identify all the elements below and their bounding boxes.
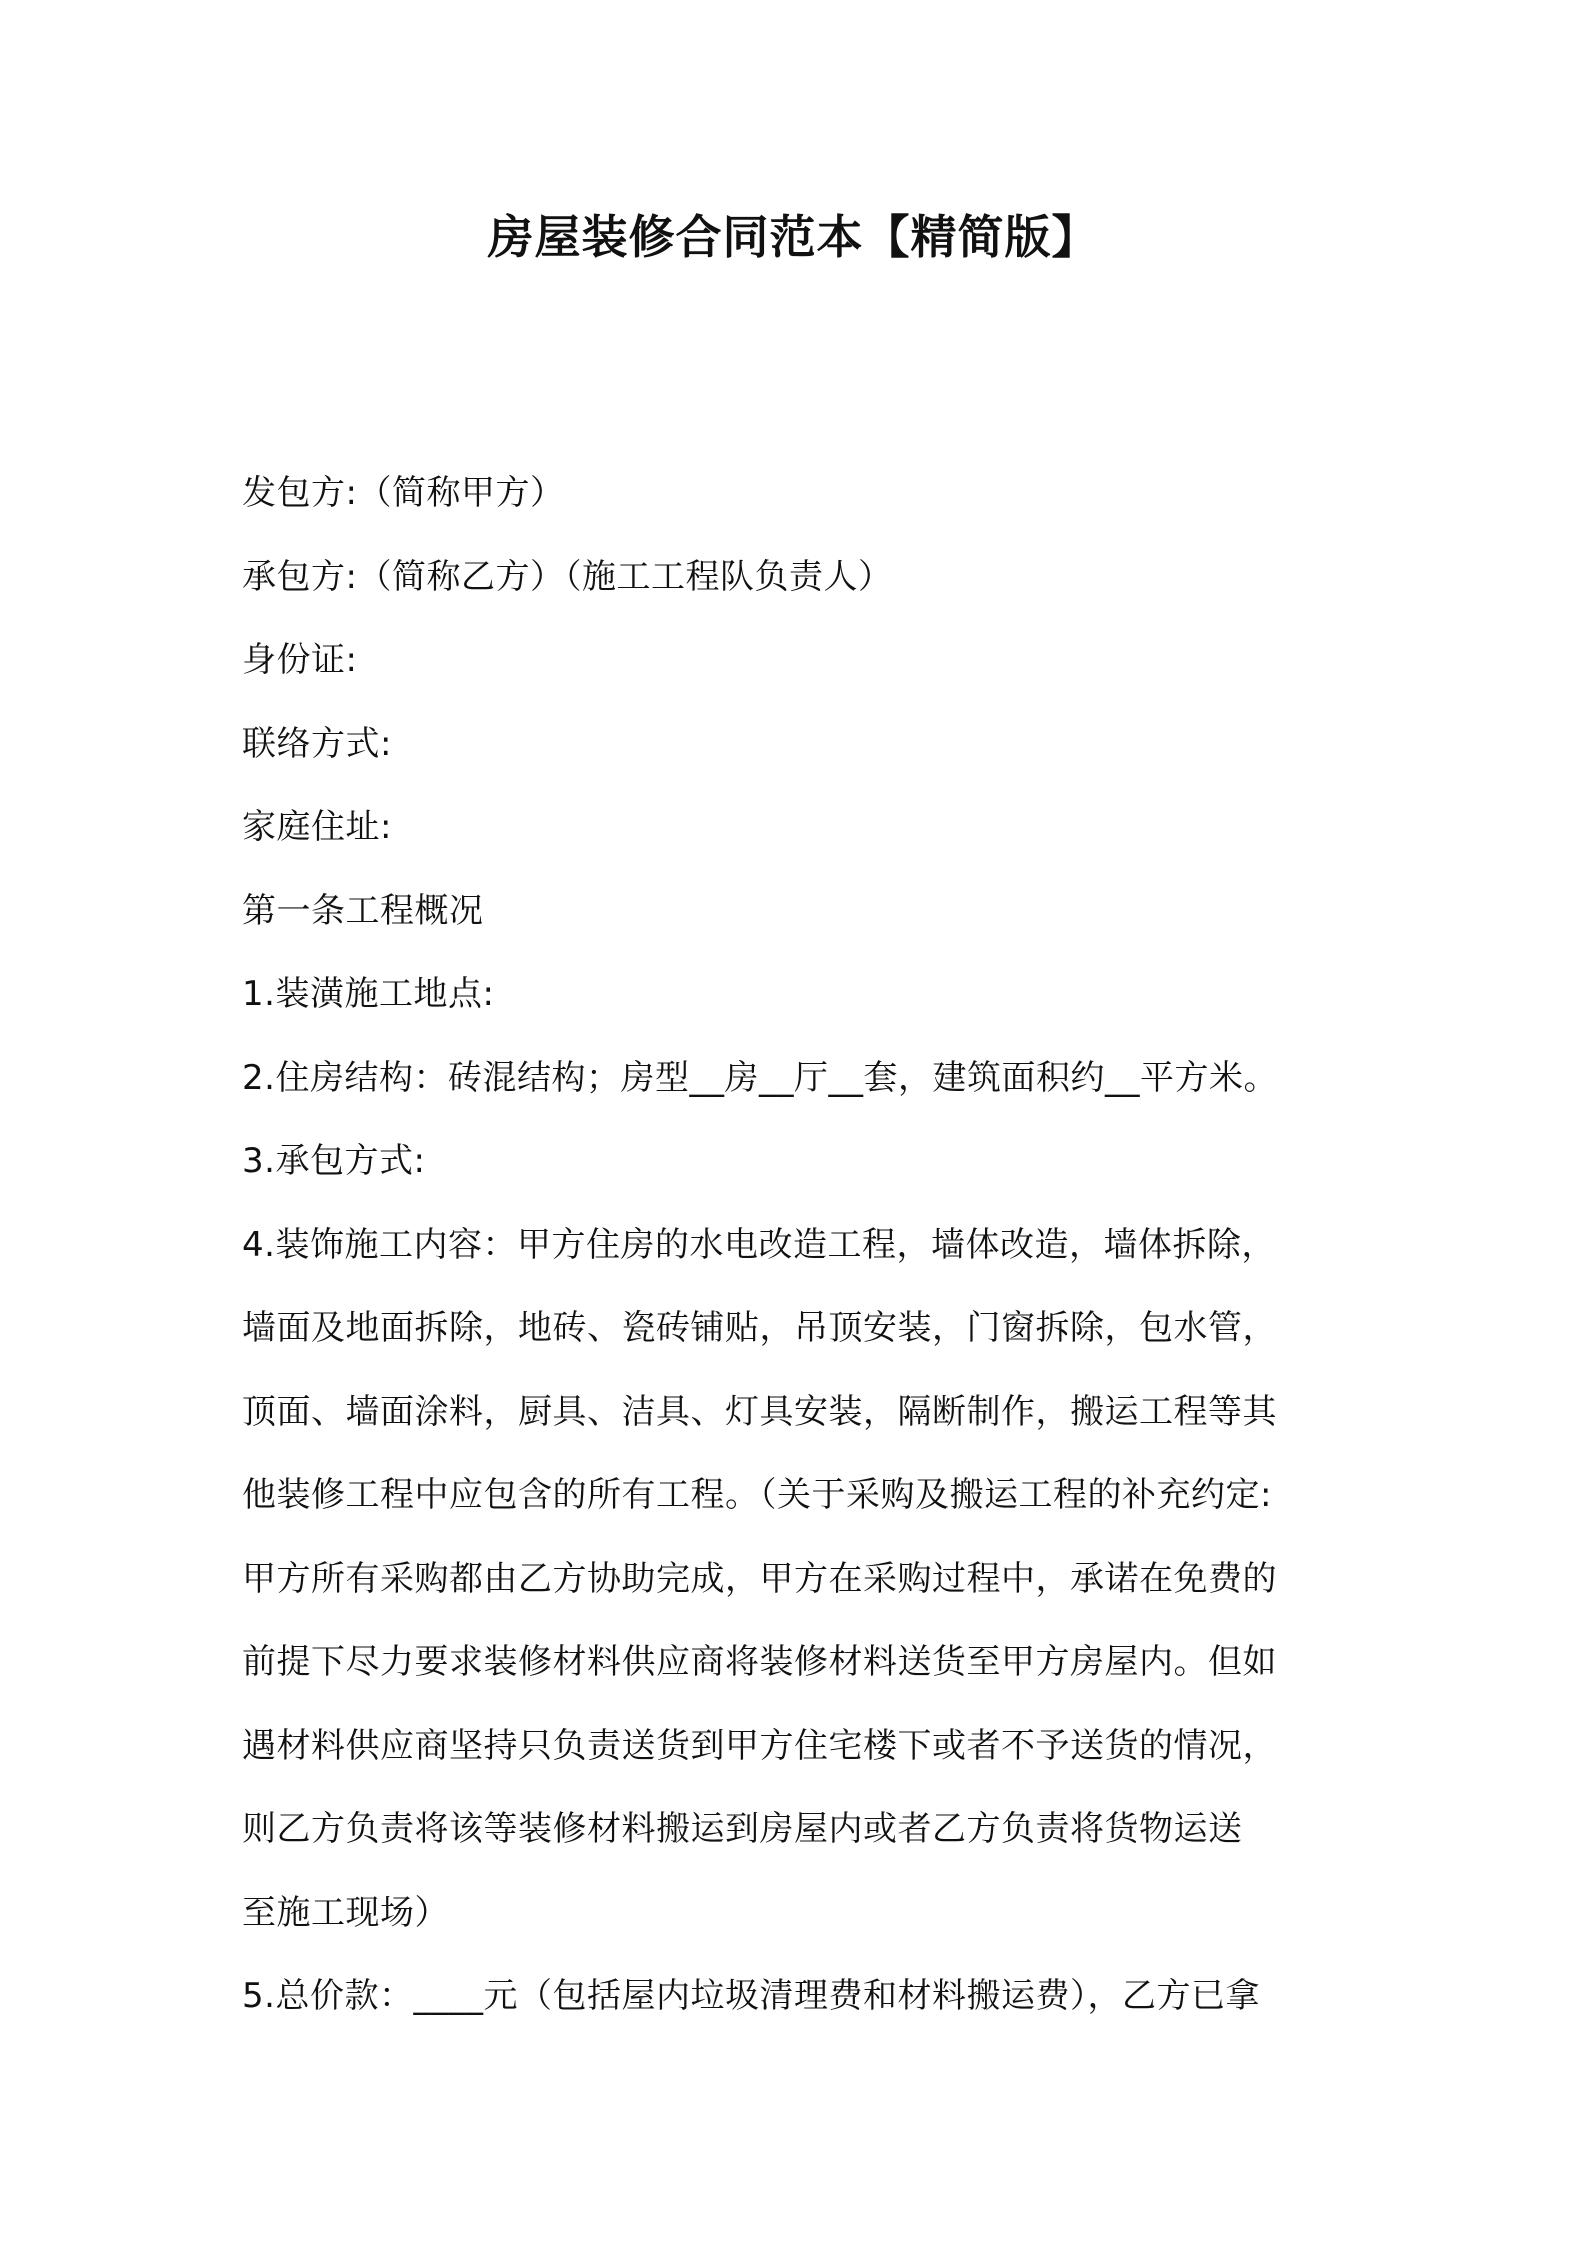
clause-4-content-line-8: 则乙方负责将该等装修材料搬运到房屋内或者乙方负责将货物运送	[242, 1809, 1243, 1849]
clause-4-content-line-6: 前提下尽力要求装修材料供应商将装修材料送货至甲方房屋内。但如	[242, 1642, 1277, 1682]
line-contractor: 承包方:（简称乙方）（施工工程队负责人）	[242, 556, 893, 597]
clause-4-content-line-4: 他装修工程中应包含的所有工程。（关于采购及搬运工程的补充约定:	[242, 1475, 1272, 1515]
line-employer: 发包方:（简称甲方）	[242, 473, 565, 513]
clause-4-content-line-5: 甲方所有采购都由乙方协助完成，甲方在采购过程中，承诺在免费的	[242, 1558, 1277, 1599]
document-body	[242, 452, 1362, 2039]
article-1-heading: 第一条工程概况	[242, 890, 484, 931]
clause-1-location: 1.装潢施工地点:	[242, 974, 495, 1014]
clause-2-structure: 2.住房结构：砖混结构；房型__房__厅__套，建筑面积约__平方米。	[242, 1057, 1278, 1098]
line-id-card: 身份证:	[242, 640, 358, 680]
document-title: 房屋装修合同范本【精简版】	[487, 210, 1099, 264]
clause-3-contract-method: 3.承包方式:	[242, 1141, 426, 1181]
line-contact: 联络方式:	[242, 723, 392, 764]
clause-4-content-line-1: 4.装饰施工内容：甲方住房的水电改造工程，墙体改造，墙体拆除，	[242, 1224, 1276, 1265]
clause-4-content-line-2: 墙面及地面拆除，地砖、瓷砖铺贴，吊顶安装，门窗拆除，包水管，	[242, 1308, 1277, 1348]
clause-5-total-price: 5.总价款：____元（包括屋内垃圾清理费和材料搬运费），乙方已拿	[242, 1976, 1260, 2016]
clause-4-content-line-9: 至施工现场）	[242, 1892, 449, 1933]
line-home-address: 家庭住址:	[242, 807, 392, 847]
clause-4-content-line-3: 顶面、墙面涂料，厨具、洁具、灯具安装，隔断制作，搬运工程等其	[242, 1391, 1277, 1432]
clause-4-content-line-7: 遇材料供应商坚持只负责送货到甲方住宅楼下或者不予送货的情况，	[242, 1725, 1277, 1766]
